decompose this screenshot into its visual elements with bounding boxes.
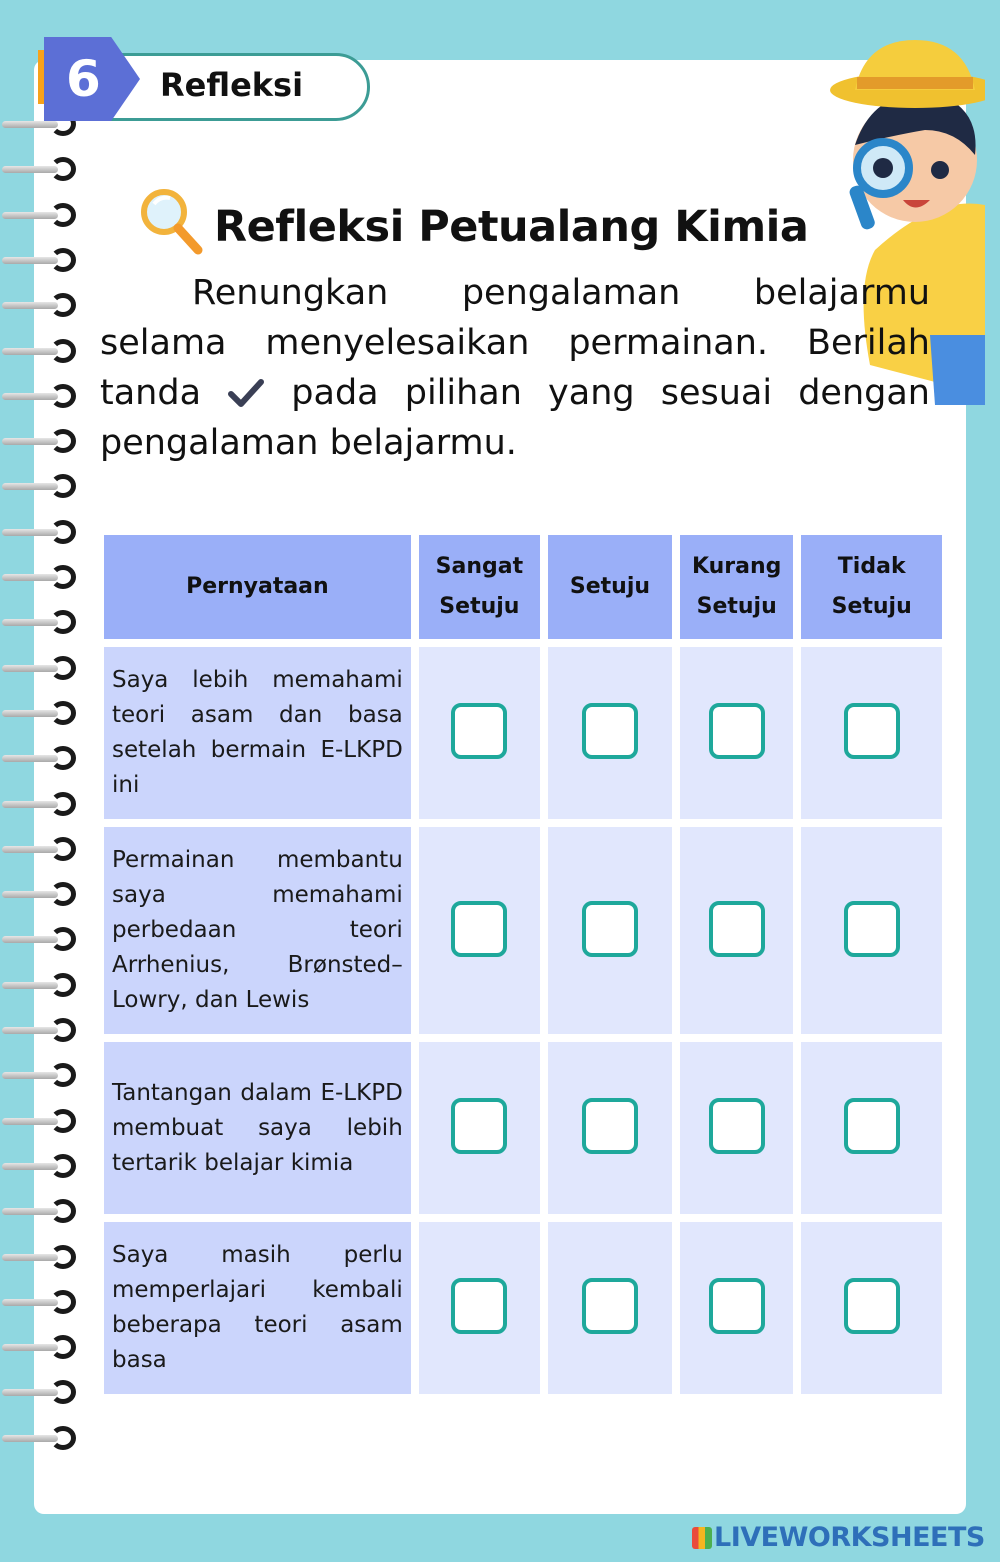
- header-tidak-setuju-line2: Setuju: [831, 594, 912, 619]
- spiral-ring: [0, 610, 80, 634]
- spiral-ring: [0, 474, 80, 498]
- checkbox-kurang-setuju-4[interactable]: [709, 1278, 765, 1334]
- spiral-ring: [0, 1154, 80, 1178]
- statement-4: Saya masih perlu memperlajari kembali beberapa teori asam basa: [104, 1222, 411, 1394]
- header-sangat-setuju-line2: Setuju: [439, 594, 520, 619]
- option-cell: [680, 647, 793, 819]
- spiral-ring: [0, 1290, 80, 1314]
- table-row: [104, 647, 942, 819]
- statement-2: Permainan membantu saya memahami perbedaan teori Arrhenius, Brønsted–Lowry, dan Lewis: [104, 827, 411, 1034]
- header-sangat-setuju: [419, 535, 540, 639]
- spiral-ring: [0, 973, 80, 997]
- checkbox-tidak-setuju-2[interactable]: [844, 901, 900, 957]
- spiral-ring: [0, 1245, 80, 1269]
- spiral-ring: [0, 157, 80, 181]
- spiral-ring: [0, 656, 80, 680]
- checkbox-setuju-4[interactable]: [582, 1278, 638, 1334]
- liveworksheets-brand: LIVEWORKSHEETS: [714, 1522, 985, 1553]
- instructions: [100, 268, 930, 468]
- checkmark-icon: [227, 378, 265, 408]
- header-tidak-setuju-line1: Tidak: [837, 554, 906, 579]
- checkbox-setuju-1[interactable]: [582, 703, 638, 759]
- spiral-ring: [0, 1199, 80, 1223]
- header-sangat-setuju-line1: Sangat: [435, 554, 524, 579]
- option-cell: [680, 827, 793, 1034]
- header-tidak-setuju: [801, 535, 942, 639]
- spiral-ring: [0, 429, 80, 453]
- table-header-row: [104, 535, 942, 639]
- checkbox-kurang-setuju-2[interactable]: [709, 901, 765, 957]
- spiral-ring: [0, 1426, 80, 1450]
- option-cell: [419, 1042, 540, 1214]
- instructions-part-2: pada pilihan yang sesuai dengan pengalaman belajarmu.: [100, 373, 930, 463]
- spiral-ring: [0, 882, 80, 906]
- spiral-ring: [0, 1109, 80, 1133]
- reflection-table: [96, 527, 950, 1402]
- checkbox-sangat-setuju-3[interactable]: [451, 1098, 507, 1154]
- option-cell: [680, 1222, 793, 1394]
- spiral-ring: [0, 248, 80, 272]
- spiral-ring: [0, 701, 80, 725]
- checkbox-tidak-setuju-1[interactable]: [844, 703, 900, 759]
- option-cell: [680, 1042, 793, 1214]
- option-cell: [801, 1222, 942, 1394]
- checkbox-setuju-3[interactable]: [582, 1098, 638, 1154]
- table-row: [104, 827, 942, 1034]
- checkbox-tidak-setuju-3[interactable]: [844, 1098, 900, 1154]
- option-cell: [548, 827, 672, 1034]
- spiral-ring: [0, 520, 80, 544]
- checkbox-sangat-setuju-4[interactable]: [451, 1278, 507, 1334]
- section-label: Refleksi: [160, 66, 304, 104]
- header-setuju: Setuju: [548, 535, 672, 639]
- option-cell: [419, 827, 540, 1034]
- spiral-ring: [0, 1380, 80, 1404]
- checkbox-setuju-2[interactable]: [582, 901, 638, 957]
- spiral-ring: [0, 746, 80, 770]
- option-cell: [801, 827, 942, 1034]
- instructions-part-1: Renungkan pengalaman belajarmu selama menyelesaikan permainan. Berilah tanda: [100, 273, 930, 413]
- option-cell: [419, 647, 540, 819]
- table-row: [104, 1042, 942, 1214]
- spiral-ring: [0, 792, 80, 816]
- spiral-ring: [0, 1018, 80, 1042]
- magnifying-glass-icon: [138, 186, 206, 258]
- checkbox-kurang-setuju-1[interactable]: [709, 703, 765, 759]
- spiral-binding: [0, 112, 90, 1472]
- option-cell: [419, 1222, 540, 1394]
- spiral-ring: [0, 339, 80, 363]
- option-cell: [548, 1222, 672, 1394]
- spiral-ring: [0, 1063, 80, 1087]
- checkbox-kurang-setuju-3[interactable]: [709, 1098, 765, 1154]
- section-number: 6: [66, 50, 101, 108]
- header-kurang-setuju-line2: Setuju: [696, 594, 777, 619]
- liveworksheets-logo: [692, 1522, 985, 1553]
- header-kurang-setuju: [680, 535, 793, 639]
- spiral-ring: [0, 927, 80, 951]
- option-cell: [548, 647, 672, 819]
- spiral-ring: [0, 384, 80, 408]
- page-title: Refleksi Petualang Kimia: [214, 202, 809, 252]
- checkbox-sangat-setuju-1[interactable]: [451, 703, 507, 759]
- spiral-ring: [0, 1335, 80, 1359]
- statement-3: Tantangan dalam E-LKPD membuat saya lebih tertarik belajar kimia: [104, 1042, 411, 1214]
- table-row: [104, 1222, 942, 1394]
- option-cell: [801, 647, 942, 819]
- statement-1: Saya lebih memahami teori asam dan basa setelah bermain E-LKPD ini: [104, 647, 411, 819]
- spiral-ring: [0, 203, 80, 227]
- spiral-ring: [0, 293, 80, 317]
- checkbox-tidak-setuju-4[interactable]: [844, 1278, 900, 1334]
- header-pernyataan: Pernyataan: [104, 535, 411, 639]
- option-cell: [548, 1042, 672, 1214]
- checkbox-sangat-setuju-2[interactable]: [451, 901, 507, 957]
- option-cell: [801, 1042, 942, 1214]
- liveworksheets-mark-icon: [692, 1527, 712, 1549]
- spiral-ring: [0, 565, 80, 589]
- header-kurang-setuju-line1: Kurang: [691, 554, 782, 579]
- spiral-ring: [0, 837, 80, 861]
